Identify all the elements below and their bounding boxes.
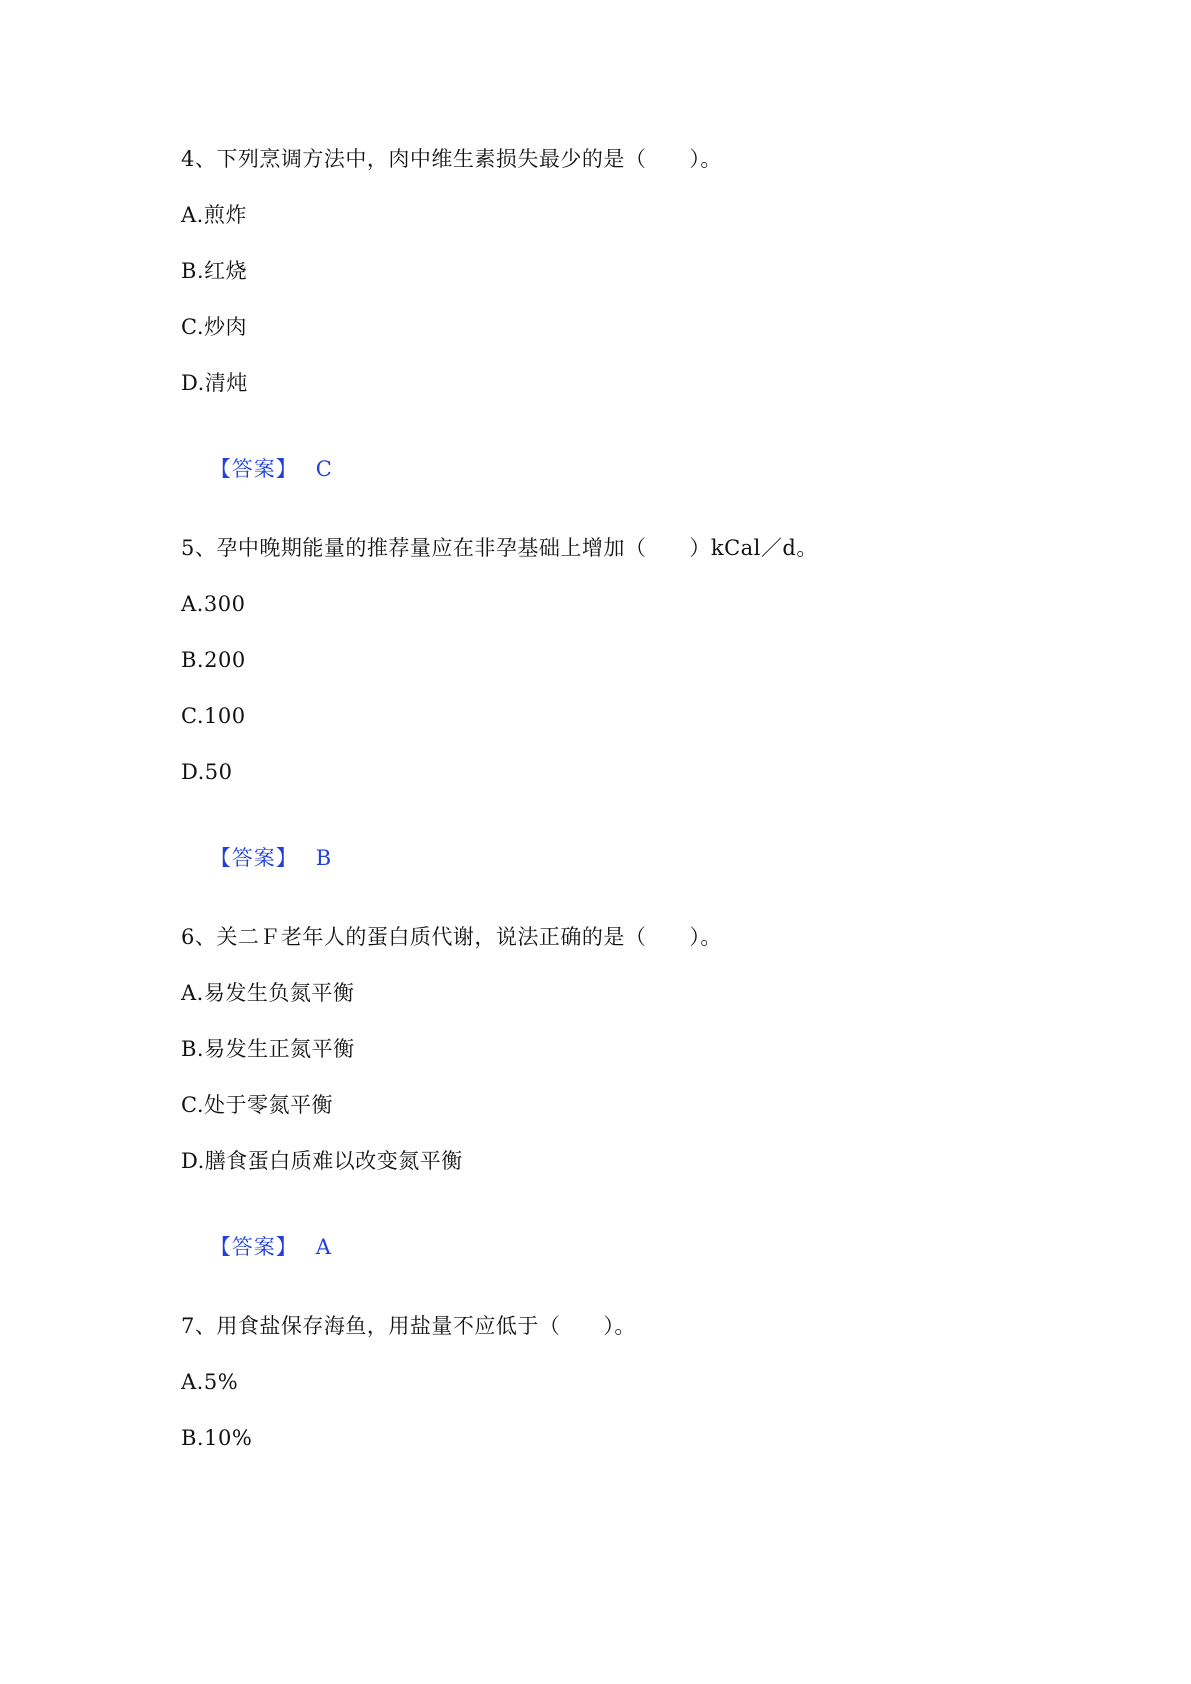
answer-label: 【答案】 — [209, 457, 298, 481]
question-7-stem: 7、用食盐保存海鱼，用盐量不应低于（ ）。 — [181, 1314, 636, 1338]
question-5-option-a: A.300 — [181, 592, 246, 616]
question-5-answer — [181, 813, 332, 903]
answer-value: B — [315, 846, 332, 870]
question-4-stem: 4、下列烹调方法中，肉中维生素损失最少的是（ ）。 — [181, 147, 722, 171]
question-7-option-a: A.5% — [181, 1370, 239, 1394]
question-6-answer — [181, 1202, 331, 1292]
question-5-stem: 5、孕中晚期能量的推荐量应在非孕基础上增加（ ）kCal／d。 — [181, 536, 818, 560]
question-4-option-b: B.红烧 — [181, 259, 248, 283]
answer-label: 【答案】 — [209, 846, 298, 870]
question-6-stem: 6、关二Ｆ老年人的蛋白质代谢，说法正确的是（ ）。 — [181, 925, 722, 949]
question-4-option-a: A.煎炸 — [181, 203, 247, 227]
question-6-option-c: C.处于零氮平衡 — [181, 1093, 333, 1117]
answer-value: A — [315, 1235, 332, 1259]
question-6-option-a: A.易发生负氮平衡 — [181, 981, 355, 1005]
question-6-option-d: D.膳食蛋白质难以改变氮平衡 — [181, 1149, 463, 1173]
question-4-answer — [181, 424, 332, 514]
question-7-option-b: B.10% — [181, 1426, 253, 1450]
answer-value: C — [315, 457, 333, 481]
question-5-option-c: C.100 — [181, 704, 246, 728]
answer-label: 【答案】 — [209, 1235, 298, 1259]
question-6-option-b: B.易发生正氮平衡 — [181, 1037, 355, 1061]
question-4-option-c: C.炒肉 — [181, 315, 247, 339]
question-5-option-b: B.200 — [181, 648, 246, 672]
question-5-option-d: D.50 — [181, 760, 233, 784]
question-4-option-d: D.清炖 — [181, 371, 248, 395]
